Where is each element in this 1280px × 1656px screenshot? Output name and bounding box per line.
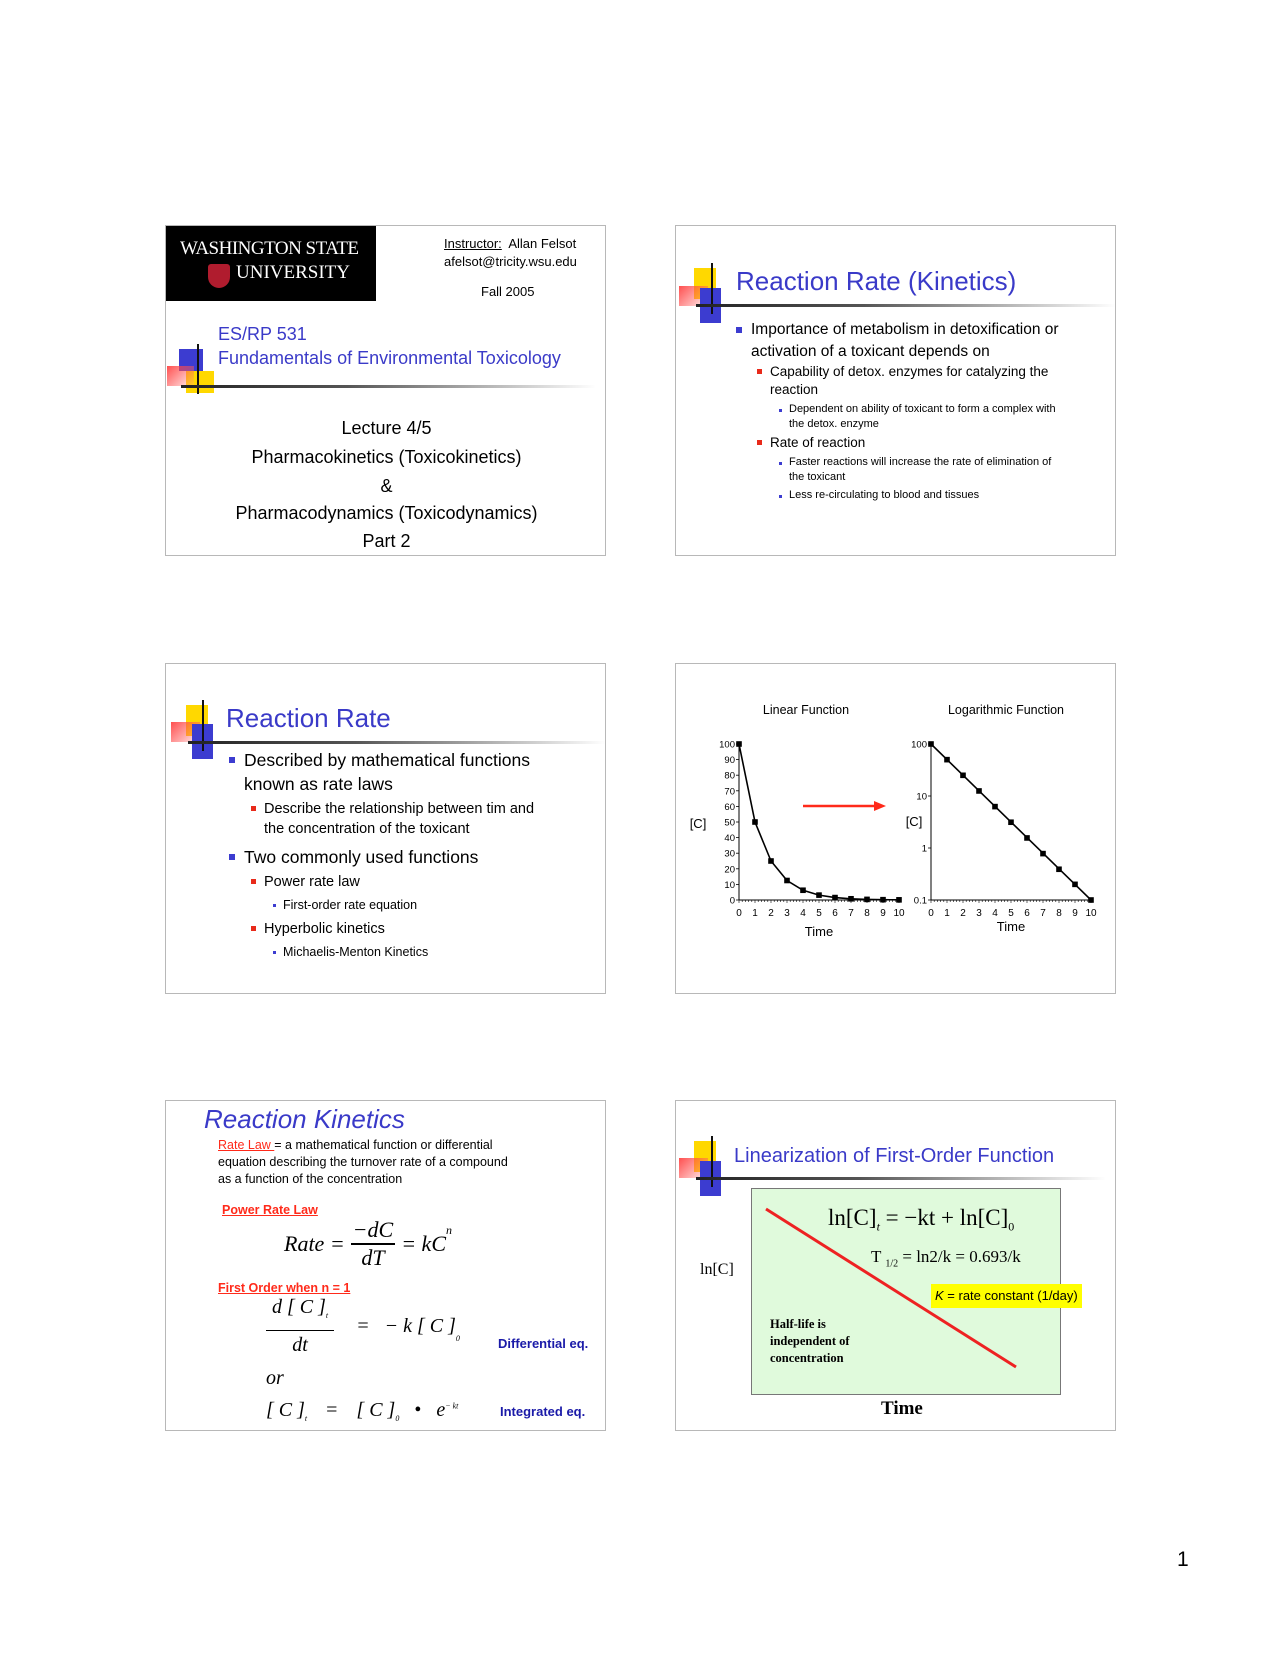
- x-tick-label: 6: [832, 908, 838, 919]
- text-line: the detox. enzyme: [789, 418, 879, 430]
- data-point: [1008, 819, 1014, 825]
- slide-linearization: [675, 1100, 1116, 1431]
- chart-title: Linear Function: [762, 703, 850, 717]
- y-tick-label: 50: [724, 817, 735, 829]
- data-point: [880, 897, 886, 903]
- or-text: or: [266, 1367, 284, 1389]
- wsu-logo: [166, 226, 376, 301]
- instructor-label: Instructor:: [444, 236, 502, 251]
- lecture-line: &: [380, 476, 393, 496]
- y-axis-label: [C]: [905, 814, 923, 829]
- course-code: ES/RP 531: [218, 324, 307, 344]
- subscript: t: [325, 1311, 329, 1320]
- data-point: [1072, 882, 1078, 888]
- x-tick-label: 6: [1024, 908, 1030, 919]
- x-tick-label: 7: [1040, 908, 1046, 919]
- bullet-l2: Power rate law: [264, 874, 360, 890]
- exponent: n: [446, 1223, 452, 1237]
- fraction: [266, 1293, 334, 1359]
- data-point: [992, 804, 998, 810]
- x-tick-label: 1: [944, 908, 950, 919]
- text-line: concentration: [770, 1351, 844, 1365]
- y-tick-label: 90: [724, 755, 735, 767]
- text-line: equation describing the turnover rate of a compound: [218, 1155, 508, 1169]
- subscript: 0: [455, 1334, 460, 1343]
- x-tick-label: 0: [928, 908, 934, 919]
- x-axis-label: Time: [996, 919, 1026, 934]
- chart-title: Logarithmic Function: [947, 703, 1065, 717]
- text: d [ C ]: [272, 1296, 326, 1318]
- y-tick-label: 0: [729, 895, 735, 907]
- instructor: [444, 236, 576, 251]
- text: T: [871, 1247, 882, 1266]
- subscript: 0: [395, 1414, 400, 1423]
- page-number: 1: [1177, 1548, 1189, 1571]
- differential-eq-label: Differential eq.: [498, 1336, 589, 1351]
- slide-title: Reaction Rate (Kinetics): [736, 266, 1017, 296]
- slide-title: [165, 225, 606, 556]
- bullet-l3: Dependent on ability of toxicant to form a complex with: [789, 403, 1056, 415]
- y-tick-label: 80: [724, 770, 735, 782]
- text-line: independent of: [770, 1334, 850, 1348]
- series-line: [739, 744, 899, 900]
- text: [ C ]: [356, 1399, 396, 1421]
- subscript: t: [876, 1219, 880, 1234]
- subscript: 1/2: [885, 1258, 899, 1270]
- text: = a mathematical function or differential: [274, 1138, 493, 1152]
- k-symbol: K: [935, 1288, 944, 1303]
- x-tick-label: 3: [784, 908, 790, 919]
- rate-law-label: Rate Law: [218, 1138, 275, 1152]
- y-tick-label: 10: [724, 879, 735, 891]
- x-tick-label: 4: [800, 908, 806, 919]
- text: ln[C]: [828, 1205, 877, 1230]
- x-tick-label: 2: [960, 908, 966, 919]
- x-tick-label: 5: [816, 908, 822, 919]
- bullet-l3: Michaelis-Menton Kinetics: [283, 945, 429, 959]
- x-tick-label: 9: [880, 908, 886, 919]
- x-tick-label: 1: [752, 908, 758, 919]
- integrated-equation: [266, 1399, 458, 1423]
- denominator: dt: [292, 1334, 308, 1356]
- data-point: [848, 896, 854, 902]
- y-tick-label: 30: [724, 848, 735, 860]
- y-tick-label: 70: [724, 786, 735, 798]
- x-tick-label: 10: [893, 908, 905, 919]
- y-axis-label: ln[C]: [700, 1261, 734, 1278]
- first-order-label: First Order when n = 1: [218, 1281, 351, 1295]
- lecture-line: Pharmacodynamics (Toxicodynamics): [235, 503, 538, 523]
- logo-text-1: WASHINGTON STATE: [180, 238, 359, 259]
- bullet-l1: Two commonly used functions: [244, 847, 479, 867]
- slide-title: Linearization of First-Order Function: [734, 1145, 1055, 1167]
- text-line: [218, 1137, 508, 1154]
- data-point: [928, 741, 934, 747]
- charts-svg: [676, 664, 1116, 994]
- y-tick-label: 100: [719, 739, 735, 751]
- y-tick-label: 40: [724, 833, 735, 845]
- equals: =: [326, 1399, 338, 1421]
- text-line: the concentration of the toxicant: [264, 821, 470, 837]
- bullet-l1: [751, 319, 1059, 341]
- eq-rhs: = − k [ C ]: [356, 1314, 456, 1337]
- text-line: the toxicant: [789, 471, 846, 483]
- differential-equation: [266, 1293, 460, 1359]
- dot: •: [414, 1399, 422, 1421]
- data-point: [976, 788, 982, 794]
- data-point: [832, 895, 838, 901]
- text: e: [436, 1399, 446, 1421]
- y-tick-label: 20: [724, 864, 735, 876]
- y-tick-label: 60: [724, 801, 735, 813]
- x-tick-label: 8: [1056, 908, 1062, 919]
- rate-constant-note: [931, 1284, 1082, 1308]
- text: = rate constant (1/day): [943, 1288, 1078, 1303]
- data-point: [752, 819, 758, 825]
- data-point: [736, 741, 742, 747]
- fraction: [351, 1217, 396, 1271]
- x-tick-label: 7: [848, 908, 854, 919]
- term: Fall 2005: [481, 284, 535, 299]
- logo-text-2: UNIVERSITY: [236, 262, 350, 283]
- linear-equation: [828, 1205, 1014, 1235]
- subscript: 0: [1008, 1219, 1015, 1234]
- half-life-note: [770, 1316, 850, 1367]
- slide-reaction-rate-kinetics: [675, 225, 1116, 556]
- slide-title: Reaction Kinetics: [204, 1104, 405, 1134]
- x-tick-label: 9: [1072, 908, 1078, 919]
- logo-shield-icon: [208, 264, 230, 288]
- arrow-head-icon: [874, 801, 886, 811]
- y-tick-label: 100: [911, 739, 927, 751]
- slide-charts: [675, 663, 1116, 994]
- slide-reaction-kinetics: [165, 1100, 606, 1431]
- power-rate-law-label: Power Rate Law: [222, 1203, 318, 1217]
- lecture-line: Lecture 4/5: [341, 418, 432, 438]
- course-title: Fundamentals of Environmental Toxicology: [218, 348, 561, 368]
- lecture-line: Pharmacokinetics (Toxicokinetics): [251, 447, 522, 467]
- text-line: reaction: [770, 382, 819, 397]
- data-point: [1056, 866, 1062, 872]
- denominator: dT: [361, 1245, 385, 1270]
- instructor-email: afelsot@tricity.wsu.edu: [444, 254, 577, 269]
- text-line: activation of a toxicant depends on: [751, 343, 990, 360]
- data-point: [864, 897, 870, 903]
- x-tick-label: 2: [768, 908, 774, 919]
- instructor-name: Allan Felsot: [508, 236, 577, 251]
- integrated-eq-label: Integrated eq.: [500, 1404, 586, 1419]
- x-tick-label: 5: [1008, 908, 1014, 919]
- bullet-l3: Faster reactions will increase the rate of elimination of: [789, 456, 1052, 468]
- text-line: known as rate laws: [244, 774, 393, 794]
- y-tick-label: 1: [921, 843, 927, 855]
- text-line: Importance of metabolism in detoxification or: [751, 321, 1059, 338]
- x-axis-label: Time: [881, 1398, 923, 1419]
- x-tick-label: 0: [736, 908, 742, 919]
- x-axis-label: Time: [804, 924, 834, 939]
- slide-title: Reaction Rate: [226, 703, 391, 733]
- superscript: − kt: [445, 1401, 459, 1411]
- half-life-equation: [871, 1247, 1021, 1269]
- x-tick-label: 10: [1085, 908, 1097, 919]
- eq-rhs: = kC: [401, 1231, 446, 1256]
- bullet-l2: Rate of reaction: [770, 435, 866, 450]
- numerator: [266, 1293, 334, 1331]
- data-point: [1024, 835, 1030, 841]
- data-point: [816, 892, 822, 898]
- bullet-l2: Describe the relationship between tim and: [264, 801, 535, 817]
- x-tick-label: 4: [992, 908, 998, 919]
- bullet-l2: Hyperbolic kinetics: [264, 921, 385, 937]
- x-tick-label: 8: [864, 908, 870, 919]
- bullet-l3: First-order rate equation: [283, 898, 418, 912]
- data-point: [1088, 897, 1094, 903]
- slide-reaction-rate: [165, 663, 606, 994]
- bullet-l2: Capability of detox. enzymes for catalyzing the: [770, 364, 1049, 379]
- text-line: as a function of the concentration: [218, 1172, 403, 1186]
- data-point: [1040, 851, 1046, 857]
- data-point: [784, 878, 790, 884]
- data-point: [768, 858, 774, 864]
- text: [ C ]: [266, 1399, 305, 1421]
- text: = ln2/k = 0.693/k: [898, 1247, 1021, 1266]
- text-line: Half-life is: [770, 1317, 826, 1331]
- rate-law-def: [218, 1137, 508, 1188]
- eq-lhs: Rate =: [284, 1231, 345, 1256]
- data-point: [800, 887, 806, 893]
- lecture-line: Part 2: [362, 531, 411, 551]
- data-point: [944, 757, 950, 763]
- y-tick-label: 10: [916, 791, 927, 803]
- bullet-l1: Described by mathematical functions: [244, 750, 530, 770]
- text: = −kt + ln[C]: [879, 1205, 1009, 1230]
- bullet-l3: Less re-circulating to blood and tissues: [789, 489, 980, 501]
- data-point: [896, 897, 902, 903]
- data-point: [960, 773, 966, 779]
- numerator: −dC: [351, 1217, 396, 1245]
- y-tick-label: 0.1: [913, 895, 927, 907]
- subscript: t: [304, 1414, 308, 1423]
- x-tick-label: 3: [976, 908, 982, 919]
- y-axis-label: [C]: [689, 816, 707, 831]
- power-rate-equation: [284, 1217, 452, 1271]
